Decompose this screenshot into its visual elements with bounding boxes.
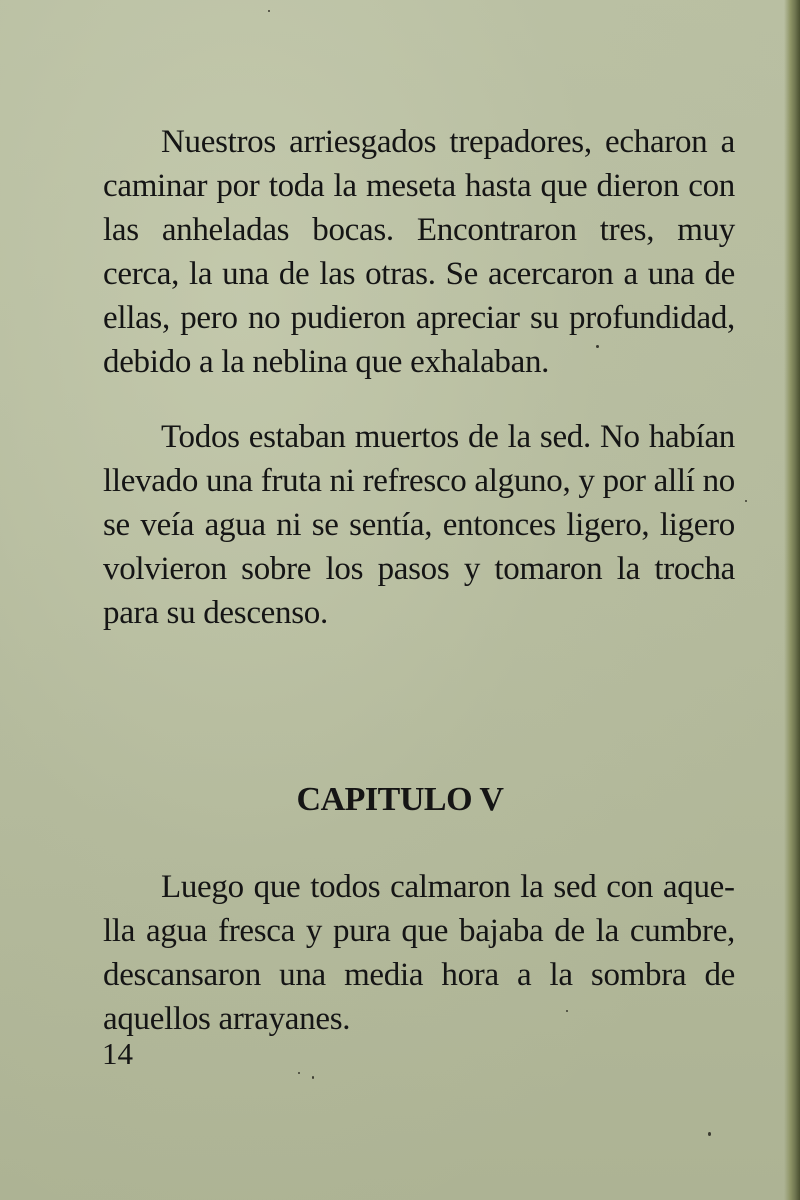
paragraph-3: Luego que todos calmaron la sed con aquella agua fresca y pura que bajaba de la cumbre, descansaron una media hora a la sombra de aquellos arrayanes. [103,869,735,1037]
paper-speck [312,1076,314,1079]
page-edge-shadow [784,0,800,1200]
paper-speck [708,1132,711,1136]
paper-speck [268,10,270,12]
paragraph-1: Nuestros arriesgados trepadores, echaron a caminar por toda la meseta hasta que dieron con las anheladas bocas. Encontraron tres, muy cerca, la una de las otras. Se acercaron a una de ellas, pero no pudieron apreciar su profundidad, debido a la neblina que exhalaban. [103,124,735,380]
paper-speck [745,500,747,502]
chapter-heading: CAPITULO V [296,781,504,818]
page-number: 14 [102,1036,133,1071]
paragraph-2: Todos estaban muertos de la sed. No habían llevado una fruta ni refresco alguno, y por allí no se veía agua ni se sentía, entonces ligero, ligero volvieron sobre los pasos y tomaron la trocha para su descenso. [103,419,735,631]
paper-speck [298,1072,300,1074]
